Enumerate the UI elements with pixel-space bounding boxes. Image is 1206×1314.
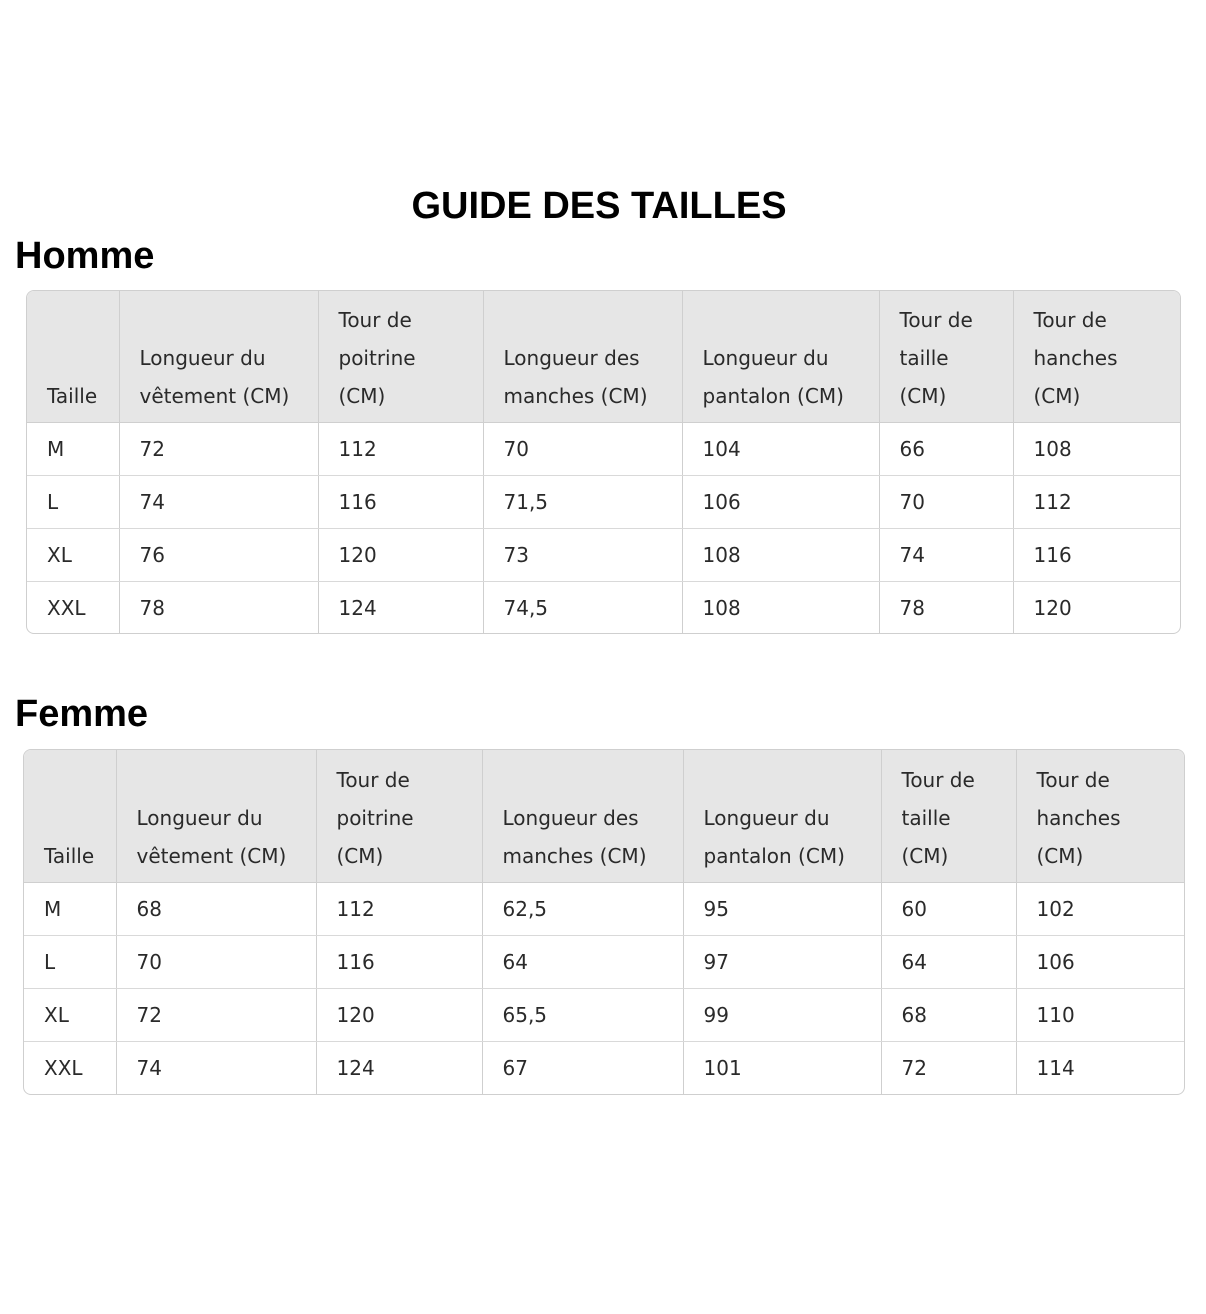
table-cell: 116 xyxy=(1013,528,1180,581)
table-cell: 112 xyxy=(318,422,483,475)
col-header-tour-poitrine xyxy=(318,291,483,422)
table-cell: 78 xyxy=(879,581,1013,634)
table-cell: 108 xyxy=(682,581,879,634)
table-cell: 114 xyxy=(1036,1055,1075,1080)
header-line: Longueur du xyxy=(703,805,830,830)
table-cell: 64 xyxy=(881,935,1016,988)
table-cell: 70 xyxy=(483,422,682,475)
header-line: taille xyxy=(901,805,951,830)
header-line: Taille xyxy=(47,383,98,408)
table-cell: 97 xyxy=(683,935,881,988)
table-cell: 101 xyxy=(683,1041,881,1094)
table-cell: 120 xyxy=(1033,595,1072,620)
header-line: manches (CM) xyxy=(502,843,647,868)
table-cell: 112 xyxy=(1013,475,1180,528)
table-cell: 74,5 xyxy=(483,581,682,634)
header-line: Tour de xyxy=(1033,307,1107,332)
table-cell: XXL xyxy=(24,1041,116,1094)
table-cell: 72 xyxy=(881,1041,1016,1094)
table-cell: 106 xyxy=(682,475,879,528)
table-cell: 104 xyxy=(682,422,879,475)
table-cell: 116 xyxy=(318,475,483,528)
header-line: Tour de xyxy=(1036,767,1110,792)
table-cell: 70 xyxy=(116,935,316,988)
header-line: (CM) xyxy=(336,843,384,868)
header-line: taille xyxy=(899,345,949,370)
table-cell: L xyxy=(27,475,119,528)
col-header-tour-taille xyxy=(881,750,1016,882)
section-heading-homme: Homme xyxy=(15,235,155,277)
table-cell: M xyxy=(27,422,119,475)
header-line: poitrine xyxy=(338,345,416,370)
table-cell: 60 xyxy=(881,882,1016,935)
page-title: GUIDE DES TAILLES xyxy=(411,185,787,227)
table-cell: 74 xyxy=(879,528,1013,581)
size-table-homme xyxy=(26,290,1181,634)
col-header-longueur-manches xyxy=(482,750,683,882)
table-cell: 99 xyxy=(683,988,881,1041)
header-line: hanches xyxy=(1033,345,1118,370)
table-row xyxy=(27,475,1180,528)
col-header-tour-taille xyxy=(879,291,1013,422)
table-cell: 112 xyxy=(316,882,482,935)
table-header-row xyxy=(27,291,1180,422)
header-line: pantalon (CM) xyxy=(703,843,845,868)
header-line: (CM) xyxy=(1033,383,1081,408)
col-header-longueur-manches xyxy=(483,291,682,422)
table-cell: XXL xyxy=(27,581,119,634)
table-row xyxy=(27,528,1180,581)
table-header-row xyxy=(24,750,1184,882)
table-cell: 67 xyxy=(482,1041,683,1094)
table-cell: 106 xyxy=(1016,935,1184,988)
table-cell: 110 xyxy=(1016,988,1184,1041)
header-line: Longueur du xyxy=(139,345,266,370)
table-cell: XL xyxy=(24,988,116,1041)
header-line: hanches xyxy=(1036,805,1121,830)
table-cell: 65,5 xyxy=(482,988,683,1041)
header-line: Tour de xyxy=(901,767,975,792)
header-line: Tour de xyxy=(336,767,410,792)
header-line: (CM) xyxy=(899,383,947,408)
table-cell: 102 xyxy=(1016,882,1184,935)
table-cell: 74 xyxy=(116,1041,316,1094)
col-header-longueur-pantalon xyxy=(682,291,879,422)
table-cell: 71,5 xyxy=(483,475,682,528)
header-line: Longueur du xyxy=(136,805,263,830)
col-header-tour-hanches xyxy=(1013,291,1180,422)
col-header-longueur-vetement xyxy=(119,291,318,422)
table-cell: 74 xyxy=(119,475,318,528)
table-row xyxy=(24,882,1184,935)
header-line: (CM) xyxy=(901,843,949,868)
header-line: manches (CM) xyxy=(503,383,648,408)
table-cell: 72 xyxy=(116,988,316,1041)
table-cell: 124 xyxy=(318,581,483,634)
col-header-longueur-vetement xyxy=(116,750,316,882)
table-cell: 66 xyxy=(879,422,1013,475)
col-header-taille xyxy=(24,750,116,882)
header-line: (CM) xyxy=(338,383,386,408)
header-line: pantalon (CM) xyxy=(702,383,844,408)
table-cell: L xyxy=(24,935,116,988)
col-header-taille xyxy=(27,291,119,422)
section-heading-femme: Femme xyxy=(15,693,149,735)
header-line: vêtement (CM) xyxy=(139,383,290,408)
size-table-femme xyxy=(23,749,1185,1095)
header-line: Longueur des xyxy=(503,345,640,370)
table-row xyxy=(24,1041,1184,1094)
table-cell: 78 xyxy=(119,581,318,634)
table-row xyxy=(27,581,1180,634)
header-line: Longueur du xyxy=(702,345,829,370)
table-cell: 120 xyxy=(318,528,483,581)
table-cell: 124 xyxy=(316,1041,482,1094)
header-line: Taille xyxy=(44,843,95,868)
table-cell: 76 xyxy=(119,528,318,581)
header-line: Tour de xyxy=(899,307,973,332)
header-line: Longueur des xyxy=(502,805,639,830)
table-row xyxy=(24,935,1184,988)
table-cell: XL xyxy=(27,528,119,581)
header-line: (CM) xyxy=(1036,843,1084,868)
table-cell: 108 xyxy=(1013,422,1180,475)
table-cell: 95 xyxy=(683,882,881,935)
table-cell: 64 xyxy=(482,935,683,988)
col-header-longueur-pantalon xyxy=(683,750,881,882)
table-row xyxy=(24,988,1184,1041)
table-cell: 68 xyxy=(881,988,1016,1041)
table-cell: 108 xyxy=(682,528,879,581)
header-line: poitrine xyxy=(336,805,414,830)
table-cell: 72 xyxy=(119,422,318,475)
table-cell: M xyxy=(24,882,116,935)
table-cell: 70 xyxy=(879,475,1013,528)
header-line: vêtement (CM) xyxy=(136,843,287,868)
table-cell: 62,5 xyxy=(482,882,683,935)
col-header-tour-hanches xyxy=(1016,750,1184,882)
table-cell: 116 xyxy=(316,935,482,988)
table-cell: 73 xyxy=(483,528,682,581)
col-header-tour-poitrine xyxy=(316,750,482,882)
header-line: Tour de xyxy=(338,307,412,332)
table-row xyxy=(27,422,1180,475)
table-cell: 120 xyxy=(316,988,482,1041)
table-cell: 68 xyxy=(116,882,316,935)
